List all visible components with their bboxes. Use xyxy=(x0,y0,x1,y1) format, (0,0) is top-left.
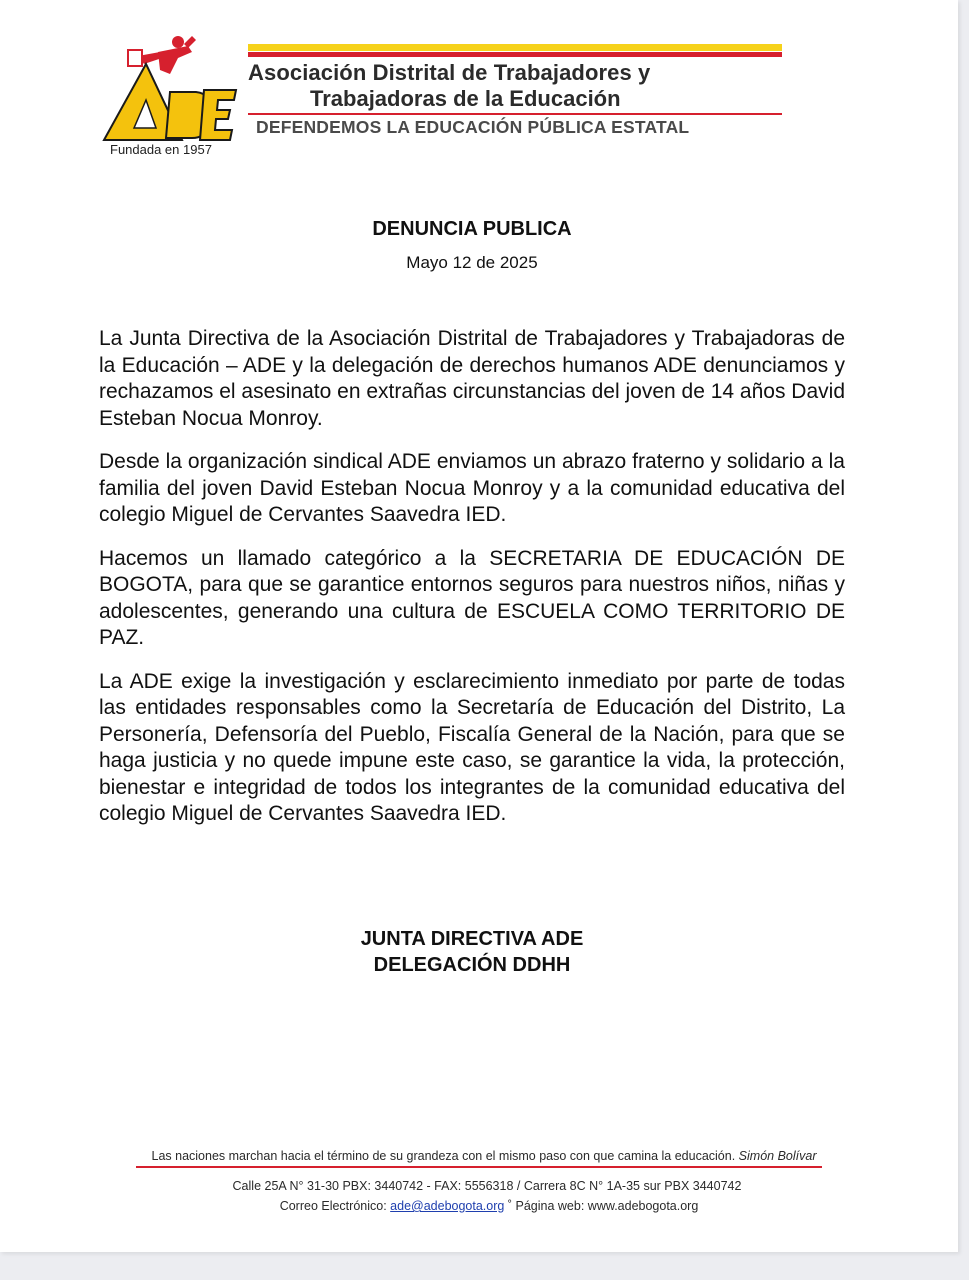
footer-divider xyxy=(136,1166,822,1168)
document-body xyxy=(99,326,845,845)
paragraph-3: Hacemos un llamado categórico a la SECRETARIA DE EDUCACIÓN DE BOGOTA, para que se garantice entornos seguros para nuestros niños, niñas y adolescentes, generando una cultura de ESCUELA COMO TERRITORIO DE PAZ. xyxy=(99,546,845,649)
paragraph-1: La Junta Directiva de la Asociación Distrital de Trabajadores y Trabajadoras de la Educación – ADE y la delegación de derechos humanos ADE denunciamos y rechazamos el asesinato en extrañas circunstancias del joven de 14 años David Esteban Nocua Monroy. xyxy=(99,327,845,430)
web-url[interactable]: www.adebogota.org xyxy=(587,1199,699,1213)
org-motto: DEFENDEMOS LA EDUCACIÓN PÚBLICA ESTATAL xyxy=(256,117,690,137)
paragraph-2: Desde la organización sindical ADE enviamos un abrazo fraterno y solidario a la familia del joven David Esteban Nocua Monroy y a la comunidad educativa del colegio Miguel de Cervantes Saavedra IED. xyxy=(99,450,845,526)
footer-contact xyxy=(0,1199,969,1213)
email-label: Correo Electrónico: xyxy=(279,1199,387,1213)
document-title: DENUNCIA PUBLICA xyxy=(372,218,572,240)
header-divider xyxy=(248,113,782,115)
org-name-line2: Trabajadoras de la Educación xyxy=(310,86,621,111)
email-link[interactable]: ade@adebogota.org xyxy=(390,1199,505,1213)
org-name-line1: Asociación Distrital de Trabajadores y xyxy=(248,60,651,85)
signature-line1: JUNTA DIRECTIVA ADE xyxy=(360,928,584,950)
signature-line2: DELEGACIÓN DDHH xyxy=(373,954,571,976)
paragraph-4: La ADE exige la investigación y esclarecimiento inmediato por parte de todas las entidades responsables como la Secretaría de Educación del Distrito, La Personería, Defensoría del Pueblo, Fiscalía General de la Nación, para que se haga justicia y no quede impune este caso, se garantice la vida, la protección, bienestar e integridad de todos los integrantes de la comunidad educativa del colegio Miguel de Cervantes Saavedra IED. xyxy=(99,669,845,825)
bullet-separator: ˚ xyxy=(507,1199,513,1213)
quote-text: Las naciones marchan hacia el término de su grandeza con el mismo paso con que camina la educación. xyxy=(151,1149,736,1163)
header-stripe-red xyxy=(248,52,782,57)
header-stripe-yellow xyxy=(248,44,782,51)
web-label: Página web: xyxy=(515,1199,585,1213)
ade-logo-graphic xyxy=(100,34,240,144)
founded-year: Fundada en 1957 xyxy=(110,142,212,157)
footer-quote xyxy=(0,1149,968,1163)
ade-logo xyxy=(100,34,240,160)
footer-address: Calle 25A N° 31-30 PBX: 3440742 - FAX: 5556318 / Carrera 8C N° 1A-35 sur PBX 3440742 xyxy=(232,1179,742,1193)
document-date: Mayo 12 de 2025 xyxy=(406,253,538,272)
quote-author: Simón Bolívar xyxy=(738,1149,817,1163)
